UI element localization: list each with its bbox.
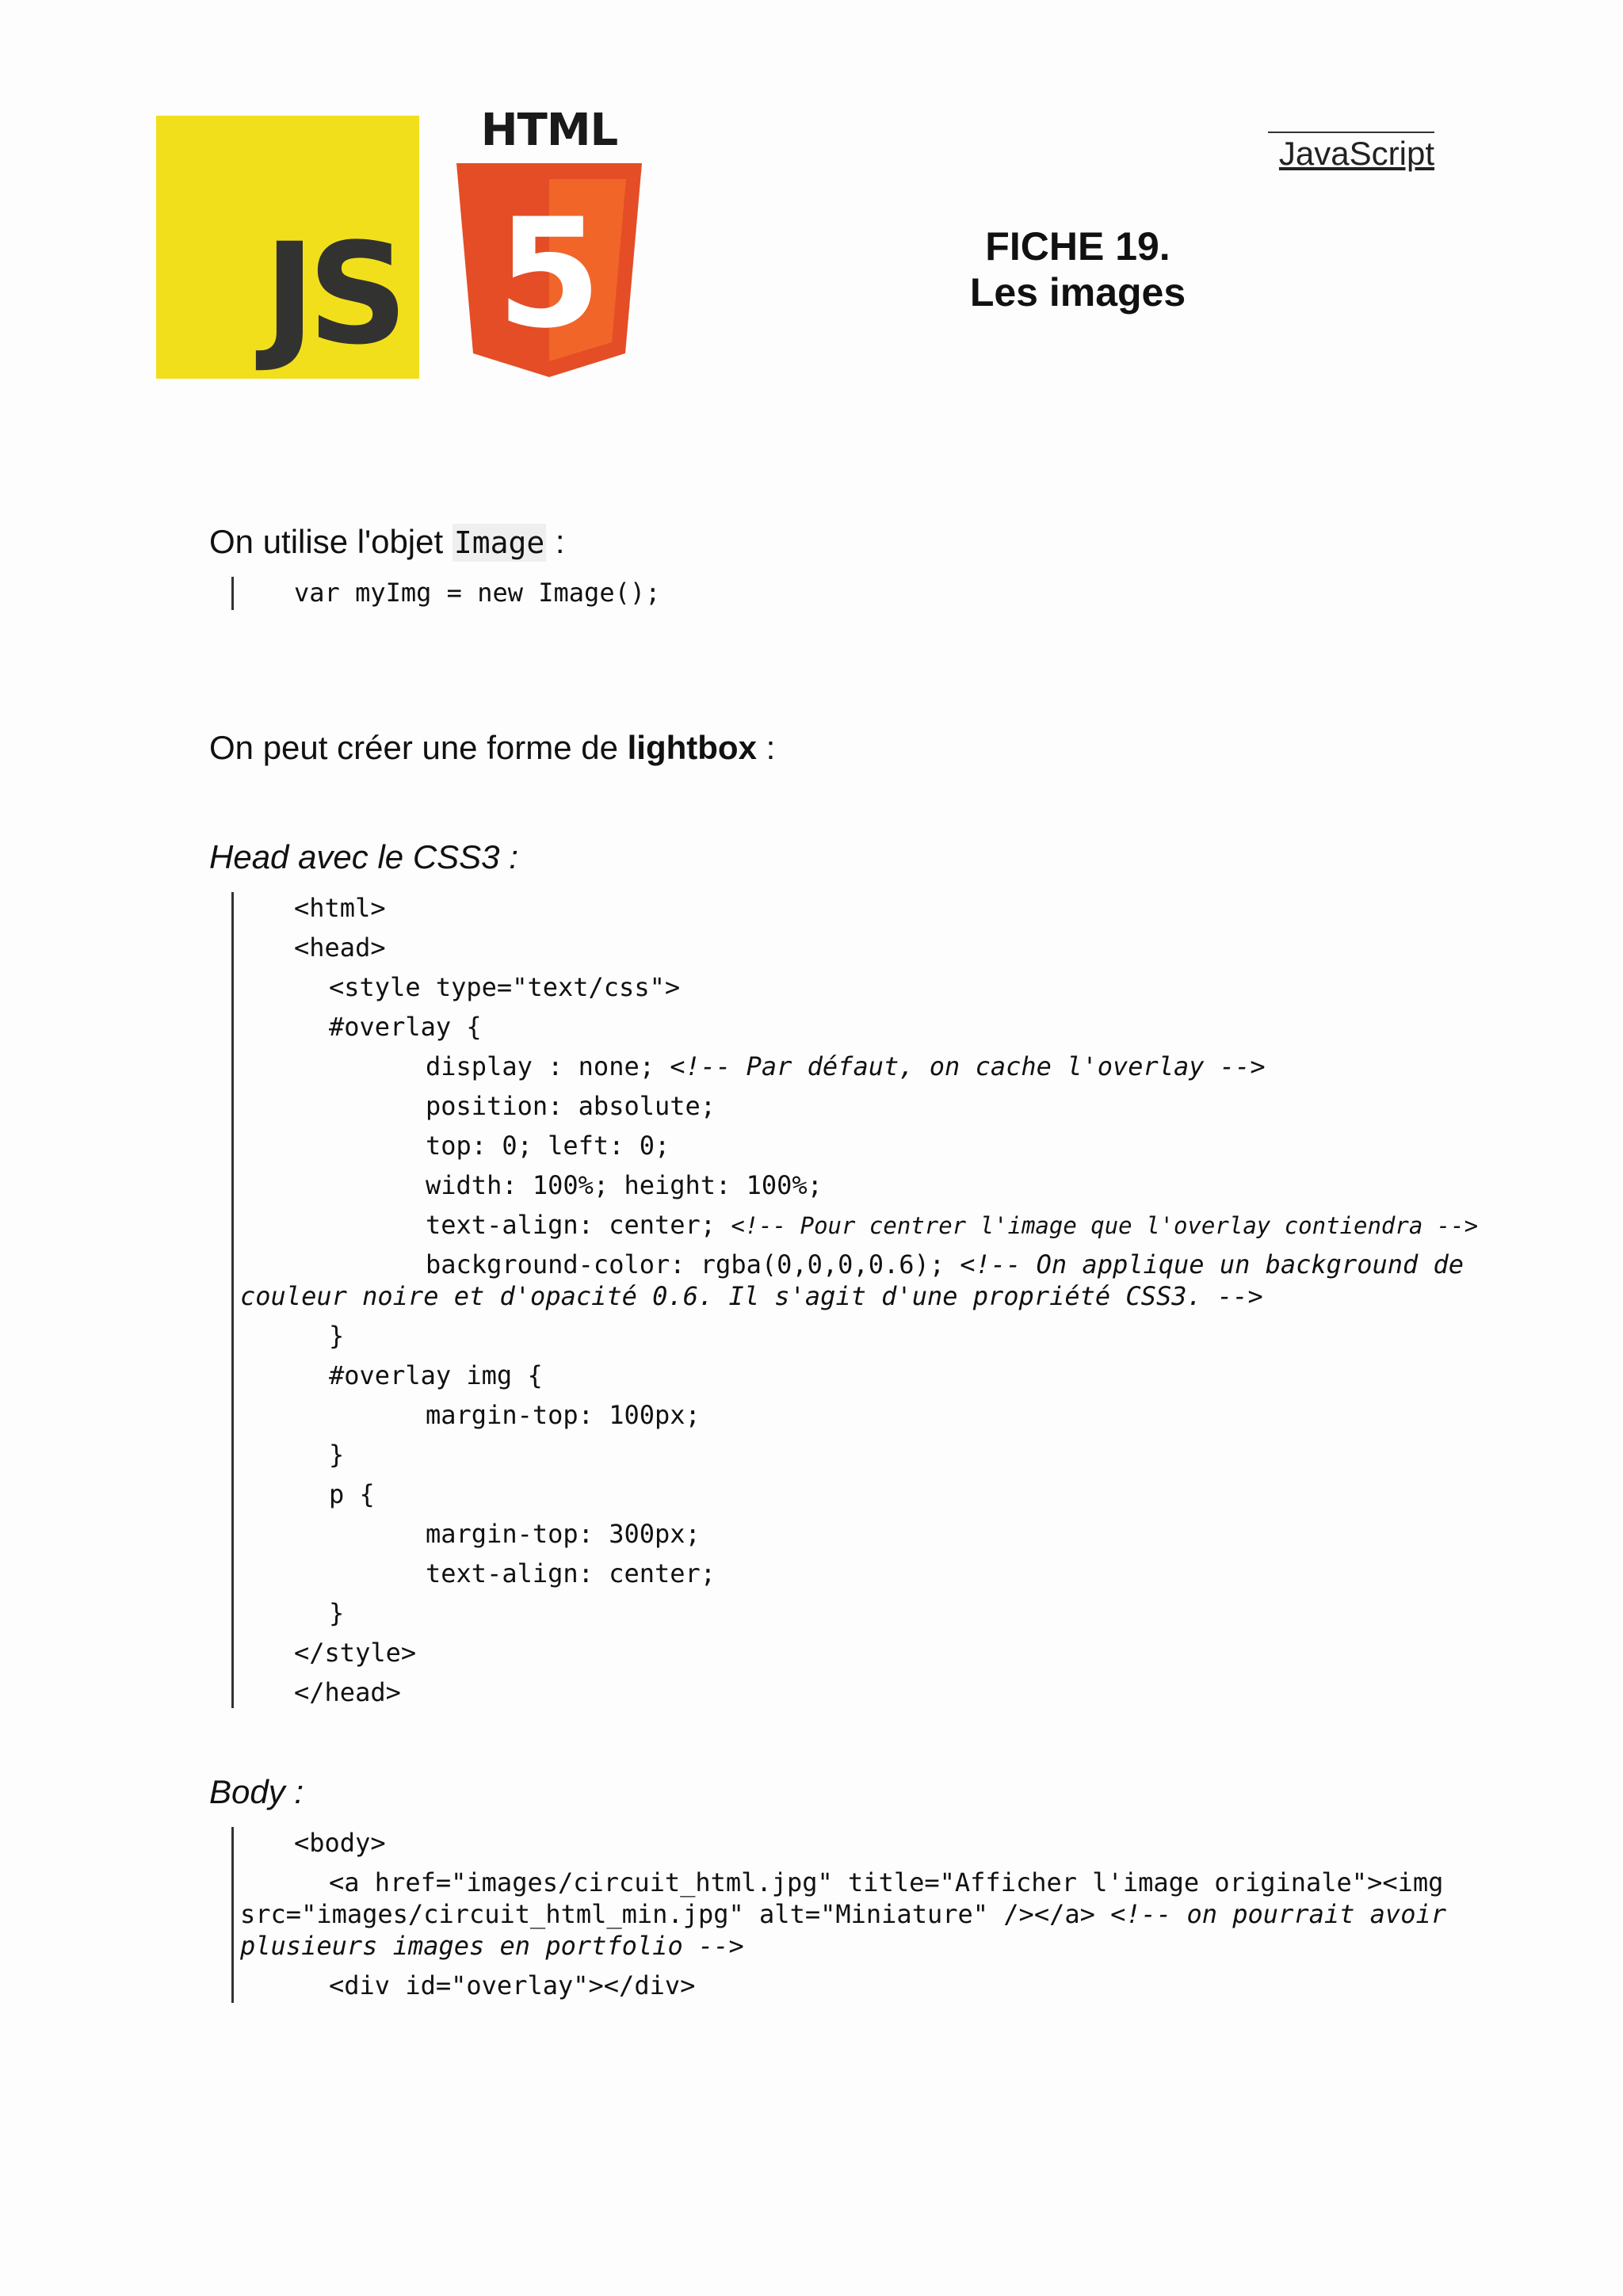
code-line: margin-top: 100px; — [426, 1400, 701, 1430]
code-line: text-align: center; <!-- Pour centrer l'image que l'overlay contiendra --> — [426, 1210, 1479, 1240]
javascript-logo — [156, 116, 419, 379]
code-line: <body> — [294, 1828, 386, 1858]
code-comment: plusieurs images en portfolio --> — [240, 1931, 744, 1961]
code-line: #overlay { — [329, 1012, 482, 1042]
code-block-image — [231, 577, 1470, 610]
code-line: <div id="overlay"></div> — [329, 1970, 696, 2000]
code-line: p { — [329, 1479, 375, 1509]
code-comment: <!-- On applique un background de — [960, 1249, 1465, 1280]
code-line: </style> — [294, 1638, 417, 1668]
intro-image-object: On utilise l'objet Image : — [209, 523, 565, 560]
code-line: </head> — [294, 1677, 401, 1707]
category-label: JavaScript — [1268, 132, 1434, 173]
code-comment: <!-- Pour centrer l'image que l'overlay contiendra --> — [731, 1212, 1479, 1239]
code-line: top: 0; left: 0; — [426, 1131, 670, 1161]
code-block-body — [231, 1827, 1478, 2003]
lightbox-keyword: lightbox — [627, 729, 757, 766]
inline-code-image: Image — [453, 525, 545, 560]
intro-lightbox: On peut créer une forme de lightbox : — [209, 729, 776, 766]
code-line: position: absolute; — [426, 1091, 716, 1121]
code-line: <style type="text/css"> — [329, 972, 681, 1002]
code-line: #overlay img { — [329, 1360, 543, 1390]
page-title — [911, 223, 1244, 315]
title-line-2: Les images — [969, 270, 1186, 315]
code-line: } — [329, 1440, 345, 1470]
code-line: margin-top: 300px; — [426, 1519, 701, 1549]
code-comment: couleur noire et d'opacité 0.6. Il s'agit d'une propriété CSS3. --> — [240, 1281, 1263, 1311]
code-line: width: 100%; height: 100%; — [426, 1170, 823, 1200]
title-line-1: FICHE 19. — [985, 224, 1170, 269]
code-line: } — [329, 1598, 345, 1628]
code-line: display : none; <!-- Par défaut, on cache l'overlay --> — [426, 1051, 1266, 1081]
heading-head-css3: Head avec le CSS3 : — [209, 838, 518, 875]
js-logo-text: JS — [263, 213, 400, 376]
code-line: <head> — [294, 933, 386, 963]
heading-body: Body : — [209, 1773, 304, 1810]
code-line: <html> — [294, 893, 386, 923]
html5-logo-digit: 5 — [496, 186, 602, 361]
code-line: var myImg = new Image(); — [294, 578, 661, 608]
code-line: background-color: rgba(0,0,0,0.6); <!-- On applique un background de — [426, 1249, 1465, 1280]
code-line: <a href="images/circuit_html.jpg" title="Afficher l'image originale"><img — [329, 1867, 1444, 1897]
html5-logo-word: HTML — [480, 105, 618, 156]
code-comment: <!-- on pourrait avoir — [1110, 1899, 1446, 1929]
code-line: text-align: center; — [426, 1558, 716, 1589]
code-comment: <!-- Par défaut, on cache l'overlay --> — [670, 1051, 1266, 1081]
code-block-head — [231, 892, 1478, 1708]
html5-shield-icon — [456, 163, 642, 377]
code-line: src="images/circuit_html_min.jpg" alt="Miniature" /></a> <!-- on pourrait avoir — [240, 1899, 1446, 1929]
code-line: } — [329, 1321, 345, 1351]
